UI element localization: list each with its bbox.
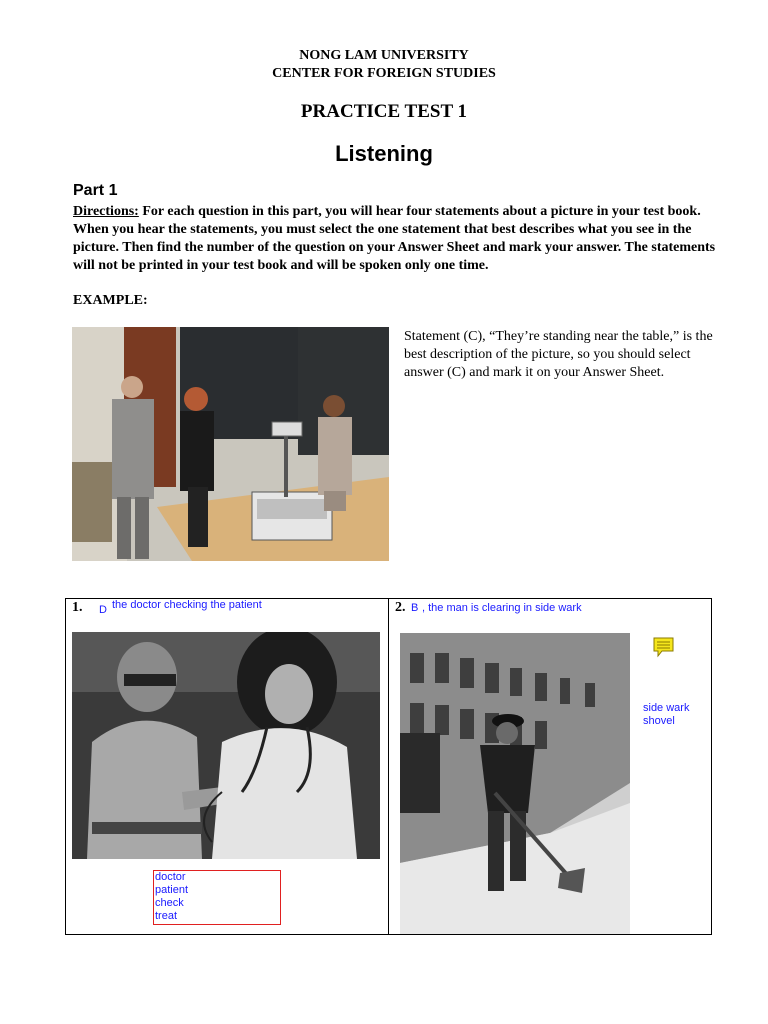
- question-2-answer-letter: B: [411, 602, 419, 614]
- question-1-answer-letter: D: [99, 604, 107, 616]
- page-title: PRACTICE TEST 1: [300, 101, 468, 122]
- question-1-annotation: the doctor checking the patient: [112, 599, 262, 611]
- directions-text: For each question in this part, you will hear four statements about a picture in your test book. When you hear the statements, you must select the one statement that best describes what you see in the picture. Then find the number of the question on your Answer Sheet and mark your answer. The statements will not be printed in your test book and will be spoken only one time.: [73, 204, 716, 273]
- center-name: CENTER FOR FOREIGN STUDIES: [272, 66, 496, 81]
- question-1-photo: [72, 632, 380, 859]
- note-check: check: [155, 897, 184, 909]
- note-shovel: shovel: [643, 715, 675, 727]
- directions-label: Directions:: [73, 204, 139, 219]
- note-treat: treat: [155, 910, 178, 922]
- question-2-number: 2.: [395, 600, 406, 615]
- question-1-notes-box: [153, 870, 281, 925]
- example-label: EXAMPLE:: [73, 293, 148, 308]
- note-patient: patient: [155, 884, 189, 896]
- example-photo: [72, 327, 389, 561]
- part-heading: Part 1: [73, 182, 118, 199]
- table-divider: [388, 598, 389, 935]
- directions-paragraph: [73, 203, 718, 275]
- university-name: NONG LAM UNIVERSITY: [299, 48, 469, 63]
- comment-icon[interactable]: [652, 636, 676, 665]
- note-doctor: doctor: [155, 871, 186, 883]
- question-2-annotation: , the man is clearing in side wark: [422, 602, 582, 614]
- question-1-number: 1.: [72, 600, 83, 615]
- question-2-photo: [400, 633, 630, 934]
- example-explanation: Statement (C), “They’re standing near the table,” is the best description of the picture, so you should select answer (C) and mark it on your Answer Sheet.: [404, 329, 713, 380]
- note-side-wark: side wark: [643, 702, 690, 714]
- section-title: Listening: [335, 141, 433, 166]
